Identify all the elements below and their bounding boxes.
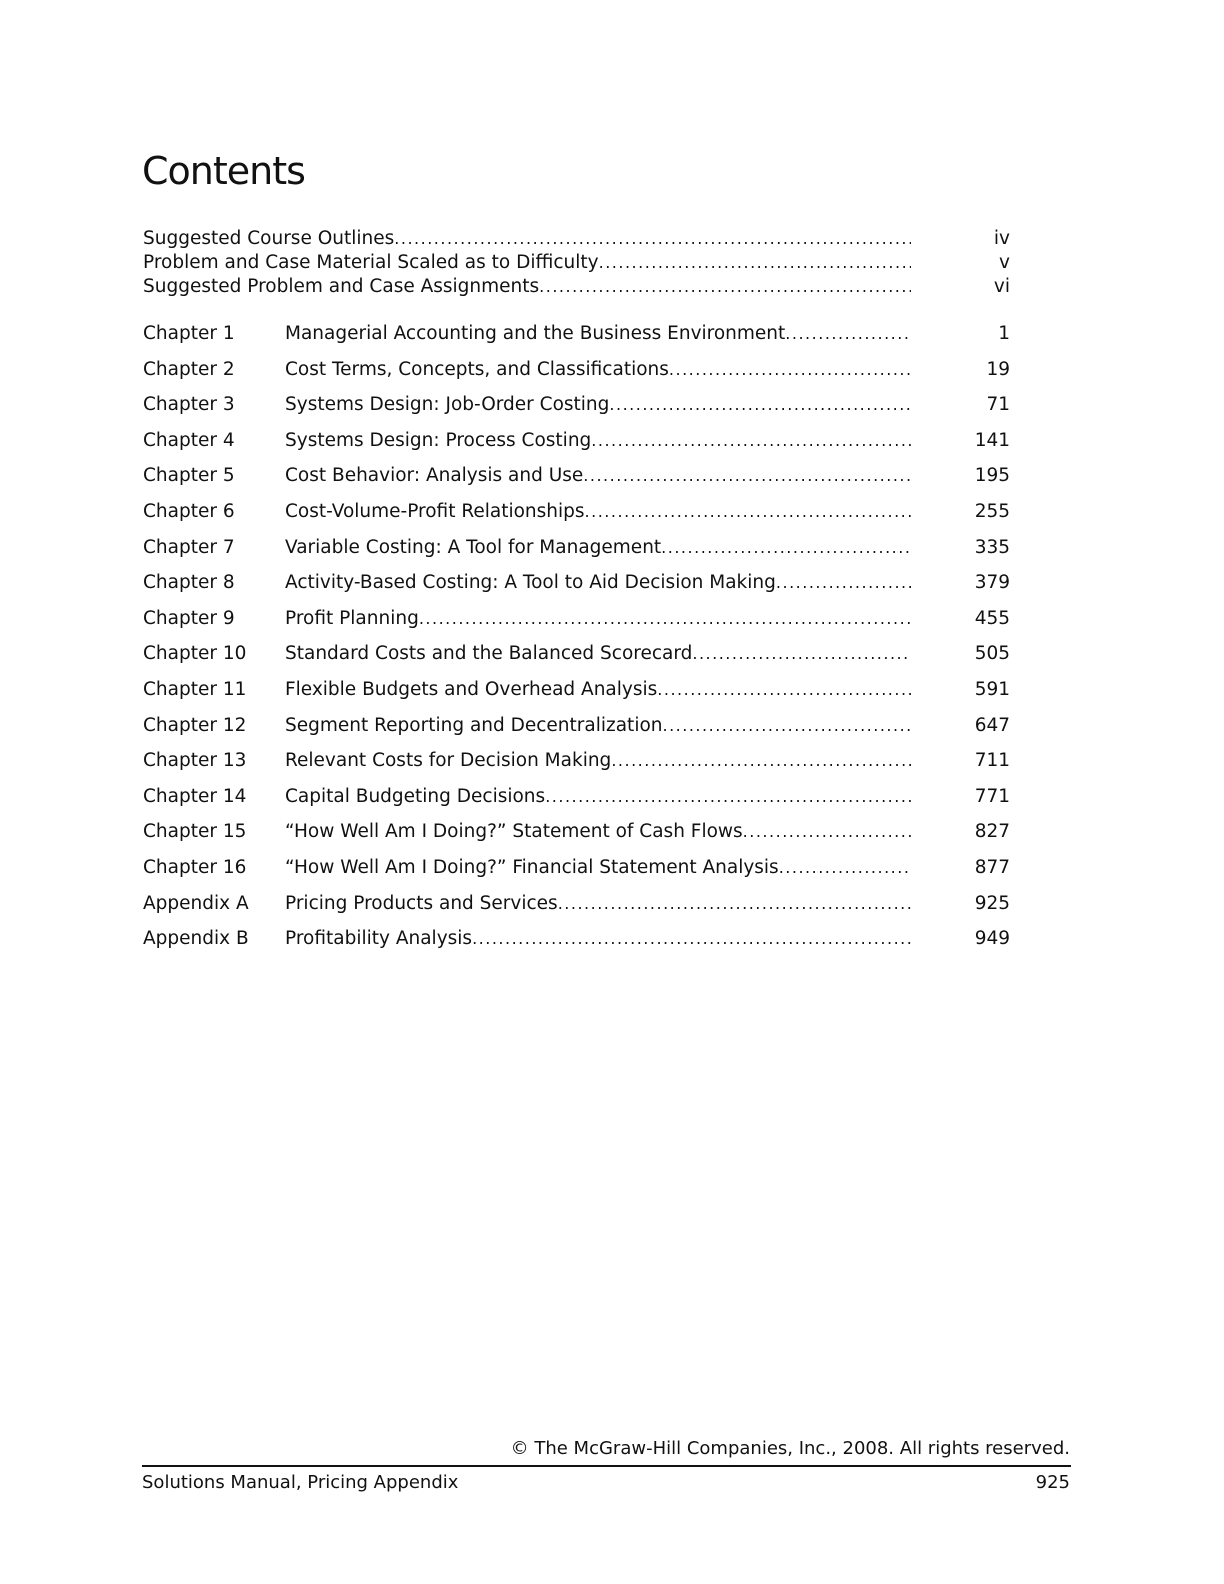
- toc-entry-title: Suggested Course Outlines: [143, 228, 395, 249]
- toc-chapter-row[interactable]: [143, 641, 1010, 667]
- dot-leader: [545, 784, 911, 810]
- toc-chapter-title: Systems Design: Process Costing: [285, 429, 592, 451]
- toc-chapter-label: Chapter 13: [143, 750, 247, 772]
- toc-entry: [143, 274, 911, 300]
- toc-chapter-label: Chapter 7: [143, 536, 235, 558]
- toc-entry: [285, 891, 911, 917]
- toc-page-number: iv: [993, 228, 1010, 249]
- footer-page-number: 925: [1035, 1472, 1070, 1493]
- toc-chapter-title: Activity-Based Costing: A Tool to Aid Decision Making: [285, 572, 776, 594]
- dot-leader: [591, 428, 911, 454]
- toc-page-number: 379: [974, 572, 1010, 594]
- toc-page-number: 505: [974, 643, 1010, 665]
- toc-page-number: vi: [993, 276, 1010, 297]
- dot-leader: [609, 392, 911, 418]
- toc-chapter-label: Chapter 5: [143, 465, 235, 487]
- toc-chapter-row[interactable]: [143, 392, 1010, 418]
- toc-chapter-row[interactable]: [143, 570, 1010, 596]
- toc-chapter-title: Systems Design: Job-Order Costing: [285, 394, 610, 416]
- toc-chapter-title: Managerial Accounting and the Business Environment: [285, 323, 786, 344]
- dot-leader: [743, 819, 911, 845]
- toc-chapter-row[interactable]: [143, 535, 1010, 561]
- page-title: Contents: [142, 149, 305, 193]
- dot-leader: [394, 226, 911, 252]
- toc-chapter-label: Chapter 4: [143, 429, 235, 451]
- toc-chapter-title: Cost-Volume-Profit Relationships: [285, 501, 585, 522]
- toc-chapter-row[interactable]: [143, 499, 1010, 525]
- toc-chapter-label: Chapter 6: [143, 501, 235, 522]
- dot-leader: [785, 321, 911, 347]
- toc-page-number: 647: [974, 714, 1010, 736]
- toc-page-number: 827: [974, 821, 1010, 843]
- toc-entry: [285, 713, 911, 739]
- toc-page-number: 711: [974, 750, 1010, 772]
- toc-chapter-label: Chapter 9: [143, 607, 235, 629]
- toc-chapter-title: “How Well Am I Doing?” Statement of Cash Flows: [285, 821, 743, 843]
- footer-book-title: Solutions Manual, Pricing Appendix: [142, 1472, 459, 1493]
- toc-entry: [285, 570, 911, 596]
- dot-leader: [779, 855, 911, 881]
- toc-chapter-label: Chapter 2: [143, 358, 235, 380]
- toc-page-number: 335: [974, 536, 1010, 558]
- toc-entry: [285, 855, 911, 881]
- dot-leader: [585, 499, 911, 525]
- toc-entry: [285, 357, 911, 383]
- toc-chapter-row[interactable]: [143, 926, 1010, 952]
- toc-chapter-title: Cost Behavior: Analysis and Use: [285, 465, 584, 487]
- toc-chapter-title: Flexible Budgets and Overhead Analysis: [285, 679, 658, 700]
- toc-entry-title: Suggested Problem and Case Assignments: [143, 276, 540, 297]
- toc-entry: [143, 250, 911, 276]
- toc-chapter-row[interactable]: [143, 784, 1010, 810]
- dot-leader: [558, 891, 911, 917]
- dot-leader: [657, 677, 911, 703]
- toc-chapter-label: Chapter 12: [143, 714, 247, 736]
- toc-chapter-row[interactable]: [143, 428, 1010, 454]
- dot-leader: [776, 570, 911, 596]
- dot-leader: [611, 748, 911, 774]
- toc-chapter-row[interactable]: [143, 855, 1010, 881]
- toc-page-number: 771: [974, 785, 1010, 807]
- toc-chapter-row[interactable]: [143, 606, 1010, 632]
- toc-page-number: 255: [974, 501, 1010, 522]
- toc-entry: [143, 226, 911, 252]
- toc-chapter-label: Chapter 10: [143, 643, 247, 665]
- toc-page-number: v: [999, 252, 1010, 273]
- toc-entry: [285, 926, 911, 952]
- toc-page-number: 71: [986, 394, 1010, 416]
- dot-leader: [472, 926, 911, 952]
- dot-leader: [583, 463, 911, 489]
- dot-leader: [419, 606, 911, 632]
- dot-leader: [599, 250, 911, 276]
- toc-chapter-row[interactable]: [143, 713, 1010, 739]
- toc-entry: [285, 819, 911, 845]
- toc-chapter-title: Segment Reporting and Decentralization: [285, 714, 663, 736]
- toc-chapter-label: Chapter 3: [143, 394, 235, 416]
- toc-page-number: 141: [974, 429, 1010, 451]
- toc-page-number: 591: [974, 679, 1010, 700]
- toc-entry: [285, 535, 911, 561]
- toc-entry: [285, 677, 911, 703]
- toc-chapter-label: Chapter 1: [143, 323, 235, 344]
- toc-chapter-label: Appendix A: [143, 892, 249, 914]
- toc-chapter-label: Chapter 16: [143, 857, 247, 878]
- toc-page-number: 455: [974, 607, 1010, 629]
- toc-chapter-title: Pricing Products and Services: [285, 892, 558, 914]
- toc-chapter-row[interactable]: [143, 357, 1010, 383]
- toc-page-number: 949: [974, 928, 1010, 950]
- toc-chapter-row[interactable]: [143, 819, 1010, 845]
- toc-chapter-title: Profit Planning: [285, 607, 419, 629]
- toc-page-number: 19: [986, 358, 1010, 380]
- toc-entry: [285, 748, 911, 774]
- toc-chapter-label: Chapter 14: [143, 785, 247, 807]
- toc-entry: [285, 641, 911, 667]
- footer-divider: [142, 1465, 1071, 1467]
- toc-chapter-row[interactable]: [143, 677, 1010, 703]
- toc-page-number: 195: [974, 465, 1010, 487]
- toc-chapter-label: Chapter 8: [143, 572, 235, 594]
- toc-entry: [285, 463, 911, 489]
- dot-leader: [539, 274, 911, 300]
- toc-chapter-title: Relevant Costs for Decision Making: [285, 750, 612, 772]
- toc-front-matter-row[interactable]: [143, 226, 1010, 252]
- toc-chapter-title: Profitability Analysis: [285, 928, 473, 950]
- toc-entry-title: Problem and Case Material Scaled as to Difficulty: [143, 252, 599, 273]
- toc-chapter-title: Cost Terms, Concepts, and Classifications: [285, 358, 669, 380]
- toc-front-matter-row[interactable]: [143, 250, 1010, 276]
- toc-chapter-title: Variable Costing: A Tool for Management: [285, 536, 662, 558]
- toc-page-number: 1: [998, 323, 1010, 344]
- toc-chapter-title: Capital Budgeting Decisions: [285, 785, 546, 807]
- dot-leader: [661, 535, 911, 561]
- dot-leader: [692, 641, 911, 667]
- toc-entry: [285, 428, 911, 454]
- toc-chapter-label: Chapter 15: [143, 821, 247, 843]
- toc-entry: [285, 606, 911, 632]
- toc-entry: [285, 321, 911, 347]
- toc-entry: [285, 392, 911, 418]
- dot-leader: [663, 713, 912, 739]
- copyright-notice: © The McGraw-Hill Companies, Inc., 2008. All rights reserved.: [510, 1438, 1070, 1459]
- toc-chapter-row[interactable]: [143, 463, 1010, 489]
- dot-leader: [669, 357, 911, 383]
- toc-page-number: 925: [974, 892, 1010, 914]
- toc-front-matter-row[interactable]: [143, 274, 1010, 300]
- toc-chapter-row[interactable]: [143, 891, 1010, 917]
- toc-entry: [285, 784, 911, 810]
- toc-chapter-label: Chapter 11: [143, 679, 247, 700]
- toc-chapter-row[interactable]: [143, 321, 1010, 347]
- toc-chapter-label: Appendix B: [143, 928, 249, 950]
- toc-chapter-row[interactable]: [143, 748, 1010, 774]
- toc-chapter-title: Standard Costs and the Balanced Scorecard: [285, 643, 693, 665]
- toc-entry: [285, 499, 911, 525]
- toc-page-number: 877: [974, 857, 1010, 878]
- toc-chapter-title: “How Well Am I Doing?” Financial Statement Analysis: [285, 857, 779, 878]
